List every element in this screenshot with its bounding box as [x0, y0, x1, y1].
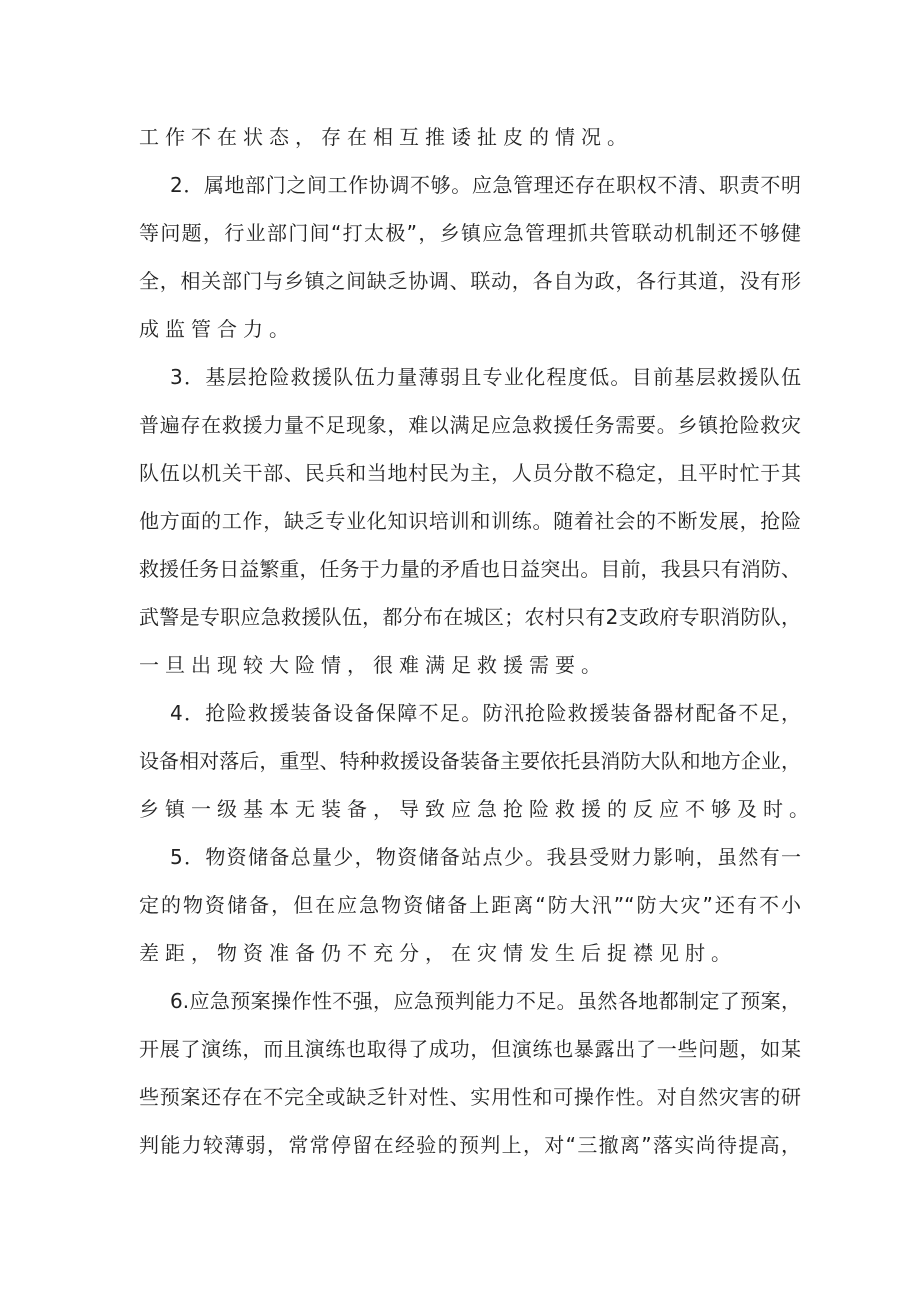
- text-line: 工作不在状态，存在相互推诿扯皮的情况。: [139, 125, 633, 149]
- text-line: 武警是专职应急救援队伍，都分布在城区；农村只有2支政府专职消防队，: [139, 605, 801, 629]
- paragraph: [139, 161, 801, 353]
- text-line: 成监管合力。: [139, 317, 295, 341]
- text-line: 救援任务日益繁重，任务于力量的矛盾也日益突出。目前，我县只有消防、: [139, 557, 801, 581]
- document-page: [139, 113, 815, 1169]
- text-line: 2．属地部门之间工作协调不够。应急管理还存在职权不清、职责不明: [170, 173, 801, 197]
- text-line: 队伍以机关干部、民兵和当地村民为主，人员分散不稳定，且平时忙于其: [139, 461, 801, 485]
- text-line: 差距，物资准备仍不充分，在灾情发生后捉襟见肘。: [139, 941, 737, 965]
- text-line: 定的物资储备，但在应急物资储备上距离“防大汛”“防大灾”还有不小: [139, 893, 801, 917]
- text-line: 判能力较薄弱，常常停留在经验的预判上，对“三撤离”落实尚待提高，: [139, 1133, 801, 1157]
- text-line: 些预案还存在不完全或缺乏针对性、实用性和可操作性。对自然灾害的研: [139, 1085, 801, 1109]
- text-line: 设备相对落后，重型、特种救援设备装备主要依托县消防大队和地方企业，: [139, 749, 801, 773]
- paragraph: [139, 833, 801, 977]
- text-line: 普遍存在救援力量不足现象，难以满足应急救援任务需要。乡镇抢险救灾: [139, 413, 801, 437]
- text-line: 乡镇一级基本无装备，导致应急抢险救援的反应不够及时。: [139, 797, 815, 821]
- text-line: 3．基层抢险救援队伍力量薄弱且专业化程度低。目前基层救援队伍: [170, 365, 801, 389]
- paragraph: [139, 113, 801, 161]
- text-line: 6.应急预案操作性不强，应急预判能力不足。虽然各地都制定了预案，: [170, 989, 801, 1013]
- text-line: 一旦出现较大险情，很难满足救援需要。: [139, 653, 607, 677]
- text-line: 他方面的工作，缺乏专业化知识培训和训练。随着社会的不断发展，抢险: [139, 509, 801, 533]
- paragraph: [139, 353, 801, 689]
- text-line: 开展了演练，而且演练也取得了成功，但演练也暴露出了一些问题，如某: [139, 1037, 801, 1061]
- text-line: 全，相关部门与乡镇之间缺乏协调、联动，各自为政，各行其道，没有形: [139, 269, 801, 293]
- text-line: 4．抢险救援装备设备保障不足。防汛抢险救援装备器材配备不足，: [170, 701, 801, 725]
- text-line: 等问题，行业部门间“打太极”，乡镇应急管理抓共管联动机制还不够健: [139, 221, 801, 245]
- paragraph: [139, 689, 815, 833]
- text-line: 5．物资储备总量少，物资储备站点少。我县受财力影响，虽然有一: [170, 845, 801, 869]
- paragraph: [139, 977, 801, 1169]
